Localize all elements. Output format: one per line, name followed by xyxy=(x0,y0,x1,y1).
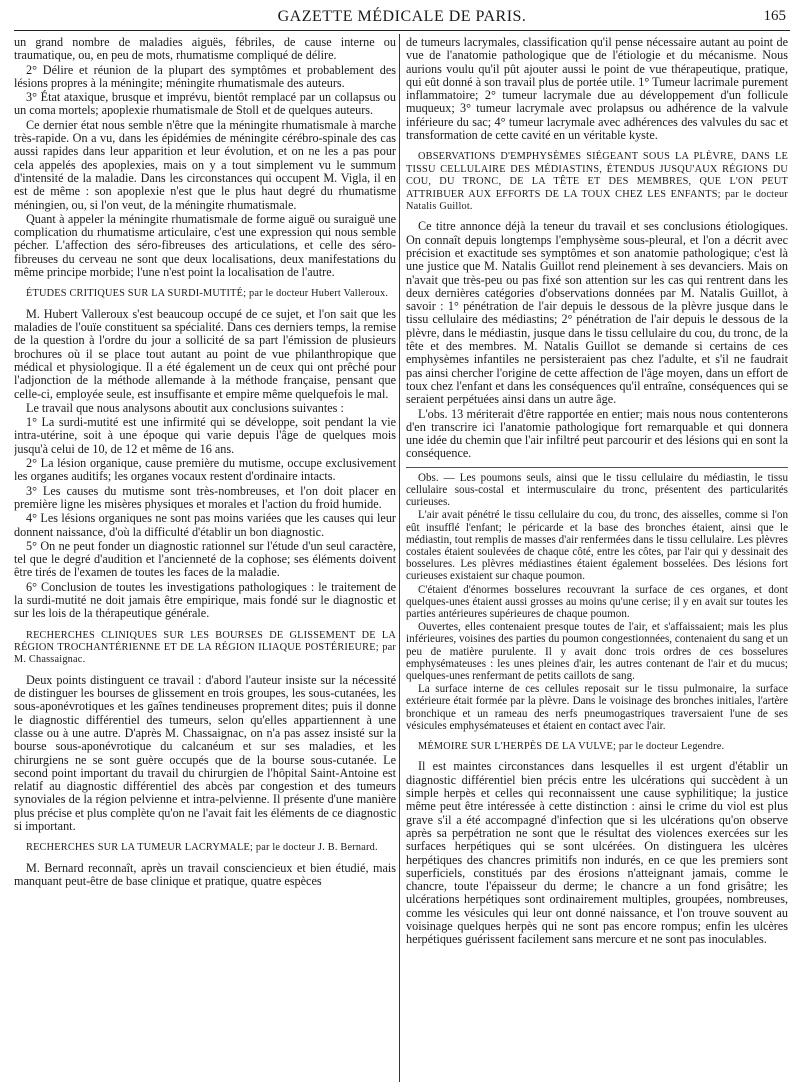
paragraph: de tumeurs lacrymales, classification qu'il pense nécessaire autant au point de vue de l'anatomie pathologique que de l'étiologie et du mécanisme. Nous aurions voulu qu'il pût ajouter aussi le point de vue thérapeutique, pratique, qui eût donné à son travail plus de portée utile. 1° Tumeur lacrimale purement inflammatoire; 2° tumeur lacrymale due au développement d'un follicule muqueux; 3° tumeur lacrymale avec prolapsus ou adhérence de la valvule inférieure du sac; 4° tumeur lacrymale avec adhérences des valvules du sac et transformation de cette cavité en un véritable kyste. xyxy=(406,36,788,143)
paragraph: M. Hubert Valleroux s'est beaucoup occupé de ce sujet, et l'on sait que les maladies de l'ouïe constituent sa spécialité. Dans ces derniers temps, la remise de la question à l'ordre du jour a sollicité de sa part l'émission de plusieurs brochures où il se place tout autant au point de vue philanthropique que médical et physiologique. Il a été également un de ceux qui ont prêché pour l'adjonction de la méthode allemande à la méthode française, pensant que celle-ci, employée seule, est insuffisante et empire même quelquefois le mal. xyxy=(14,306,396,401)
paragraph: 2° Délire et réunion de la plupart des symptômes et probablement des lésions propres à la méningite; méningite rhumatismale des auteurs. xyxy=(14,62,396,90)
section-author: ; par le docteur J. B. Bernard. xyxy=(250,842,378,854)
paragraph: 1° La surdi-mutité est une infirmité qui se développe, soit pendant la vie intra-utérine, soit à une époque qui varie depuis l'âge de quelques mois jusqu'à celui de 10, de 12 et même de 16 ans. xyxy=(14,415,396,456)
paragraph: 3° État ataxique, brusque et imprévu, bientôt remplacé par un collapsus ou un coma mortels; apoplexie rhumatismale de Stoll et de quelques auteurs. xyxy=(14,90,396,118)
paragraph: 2° La lésion organique, cause première du mutisme, occupe exclusivement les organes auditifs; les organes vocaux restent d'ordinaire intacts. xyxy=(14,456,396,484)
observation-excerpt xyxy=(406,472,788,732)
paragraph: L'obs. 13 mériterait d'être rapportée en entier; mais nous nous contenterons d'en transcrire ici l'anatomie pathologique fort remarquable et qui donnera une idée du chemin que l'air infiltré peut parcourir et des lésions qui en sont la conséquence. xyxy=(406,406,788,461)
separator-rule xyxy=(406,467,788,468)
section-title-text: ÉTUDES CRITIQUES SUR LA SURDI-MUTITÉ xyxy=(26,288,244,300)
right-column xyxy=(406,36,788,1082)
paragraph: 6° Conclusion de toutes les investigations pathologiques : le traitement de la surdi-mutité ne doit jamais être empirique, mais fondé sur le diagnostic et sur les lois de la thérapeutique générale. xyxy=(14,579,396,621)
section-author: ; par M. Chassaignac. xyxy=(14,641,396,666)
paragraph: Le travail que nous analysons aboutit aux conclusions suivantes : xyxy=(26,400,344,415)
paragraph: Ouvertes, elles contenaient presque toutes de l'air, et s'affaissaient; mais les plus inférieures, voisines des parties du poumon congestionnées, contenaient du sang et un peu de matière purulente. Il y avait donc trois ordres de ces bosselures emphysémateuses : les unes pleines d'air, les autres contenant de l'air et du mucus; quelques-unes renfermant de petits caillots de sang. xyxy=(406,621,788,682)
paragraph: 4° Les lésions organiques ne sont pas moins variées que les causes qui leur donnent naissance, d'où la difficulté d'établir un bon diagnostic. xyxy=(14,511,396,539)
paragraph: Quant à appeler la méningite rhumatismale de forme aiguë ou suraiguë une complication du rhumatisme articulaire, c'est une expression qui nous semble pécher. L'affection des séro-fibreuses des articulations, et celle des séro-fibreuses du cerveau ne sont que deux localisations, deux manifestations du même principe morbide; l'une n'est point la localisation de l'autre. xyxy=(14,211,396,280)
page-number: 165 xyxy=(763,8,786,24)
paragraph: Deux points distinguent ce travail : d'abord l'auteur insiste sur la nécessité de distinguer les bourses de glissement en trois groupes, les sous-cutanées, les sous-aponévrotiques et les gaînes tendineuses proprement dites; puis il donne le diagnostic différentiel des tumeurs, selon qu'elles appartiennent à une classe ou à une autre. D'après M. Chassaignac, on n'a pas assez insisté sur la bourse sous-aponévrotique du calcanéum et sur ses maladies, et les chirurgiens ne se sont guère occupés que de la bourse sous-cutanée. Le second point important du travail du chirurgien de l'hôpital Saint-Antoine est relatif au diagnostic différentiel des abcès par congestion et des tumeurs synoviales de la région pelvienne et intra-pelvienne. Il présente d'une manière plus précise et plus complète qu'on ne l'avait fait les éléments de ce diagnostic si important. xyxy=(14,672,396,834)
section-heading-bourses-glissement xyxy=(14,630,396,667)
paragraph: 3° Les causes du mutisme sont très-nombreuses, et l'on doit placer en première ligne les misères physiques et morales et l'action du froid humide. xyxy=(14,483,396,511)
section-title-text: RECHERCHES SUR LA TUMEUR LACRYMALE xyxy=(26,842,251,854)
section-title-text: OBSERVATIONS D'EMPHYSÈMES SIÉGEANT SOUS LA PLÈVRE, DANS LE TISSU CELLULAIRE DES MÉDIASTINS, ÉTENDUS JUSQU'AUX RÉGIONS DU COU, DU TRONC, DE LA TÊTE ET DES MEMBRES, QUE L'ON PEUT ATTRIBUER AUX EFFORTS DE LA TOUX CHEZ LES ENFANTS xyxy=(406,151,788,200)
paragraph: 5° On ne peut fonder un diagnostic rationnel sur l'étude d'un seul caractère, tel que le degré d'audition et l'ancienneté de la cophose; ses éléments doivent être tirés de l'examen de toutes les faces de la maladie. xyxy=(14,538,396,580)
paragraph: C'étaient d'énormes bosselures recouvrant la surface de ces organes, et dont quelques-unes étaient aussi grosses au moins qu'une cerise; il y en avait sur toutes les parties antérieures supérieures de chaque poumon. xyxy=(406,583,788,620)
section-title-text: RECHERCHES CLINIQUES SUR LES BOURSES DE GLISSEMENT DE LA RÉGION TROCHANTÉRIENNE ET DE LA RÉGION ILIAQUE POSTÉRIEURE xyxy=(14,629,396,653)
page-header xyxy=(14,4,790,31)
section-heading-surdi-mutite xyxy=(14,288,396,300)
paragraph: Il est maintes circonstances dans lesquelles il est urgent d'établir un diagnostic différentiel bien précis entre les ulcérations qui succèdent à un simple herpès et celles qui reconnaissent une cause syphilitique; la justice même peut être intéressée à cette distinction : ainsi le crime du viol est plus grave s'il a été accompagné d'infection que si les ulcérations qu'on observe après sa perpétration ne sont que le résultat des violences exercées sur les surfaces herpétiques qui se sont ulcérées. On distinguera les ulcères herpétiques des chancres primitifs non indurés, en ce que les premiers sont superficiels, constitués par des érosions n'atteignant jamais, comme le chancre, toute l'épaisseur du derme; le chancre a un fond grisâtre; les ulcérations herpétiques sont ordinairement multiples, groupées, nombreuses, comme les vésicules qui leur ont donné naissance, et l'on trouve souvent au voisinage quelques herpès qui ne sont pas encore rompus; enfin les ulcères herpétiques guérissent facilement sans mercure et ne sont pas inoculables. xyxy=(406,759,788,947)
section-heading-tumeur-lacrymale xyxy=(14,842,396,854)
section-author: ; par le docteur Natalis Guillot. xyxy=(406,188,788,212)
paragraph: La surface interne de ces cellules reposait sur le tissu pulmonaire, la surface extérieure était formée par la plèvre. Dans le voisinage des bronches initiales, l'artère bronchique et un rameau des nerfs pneumogastriques traversaient l'une de ses vésicules emphysémateuses et étaient en contact avec l'air. xyxy=(406,683,788,732)
paragraph: M. Bernard reconnaît, après un travail consciencieux et bien étudié, mais manquant peut-être de base clinique et pratique, quatre espèces xyxy=(14,860,396,889)
section-title-text: MÉMOIRE SUR L'HERPÈS DE LA VULVE xyxy=(418,741,614,753)
section-author: ; par le docteur Legendre. xyxy=(613,741,725,753)
paragraph: Ce dernier état nous semble n'être que la méningite rhumatismale à marche très-rapide. On a vu, dans les épidémies de méningite cérébro-spinale des cas aussi rapides dans leur apparition et leur évolution, et on ne les a pas pour cela appelés des apoplexies, mais on y a tout simplement vu le summum d'intensité de la maladie. Dans les circonstances qui occupent M. Vigla, il en est de même : son apoplexie n'est que le plus haut degré du rhumatisme méningien, ou, si l'on veut, de la méningite rhumatismale. xyxy=(14,117,396,212)
section-author: ; par le docteur Hubert Valleroux. xyxy=(243,288,389,300)
left-column xyxy=(14,36,396,1082)
section-heading-emphysemes xyxy=(406,151,788,213)
paragraph: Ce titre annonce déjà la teneur du travail et ses conclusions étiologiques. On connaît depuis longtemps l'emphysème sous-pleural, et l'on a décrit avec précision et exactitude ses symptômes et son anatomie pathologique; c'est là une justice que M. Natalis Guillot rend pleinement à ses devanciers. Mais on n'avait que très-peu ou pas fixé son attention sur les cas qui rentrent dans les deux dernières catégories d'observations données par M. Natalis Guillot, à savoir : 1° pénétration de l'air depuis le dessous de la plèvre jusque dans le tissu cellulaire des médiastins; 2° pénétration de l'air depuis le dessous de la plèvre, dans le médiastin, jusque dans le tissu cellulaire du cou, du tronc, de la tête et des membres. M. Natalis Guillot se demande si certains de ces emphysèmes infantiles ne persisteraient pas chez l'adulte, et s'il ne faudrait pas ainsi chercher l'origine de cette affection de l'âge moyen, dans un effort de toux chez l'enfant et dans les conséquences qu'il entraîne, conséquences qui se seraient perpétuées ainsi dans un autre âge. xyxy=(406,219,788,407)
column-divider xyxy=(399,34,400,1082)
paragraph: un grand nombre de maladies aiguës, fébriles, de cause interne ou traumatique, ou, en peu de mots, rhumatisme compliqué de délire. xyxy=(14,36,396,63)
journal-title: GAZETTE MÉDICALE DE PARIS. xyxy=(277,8,527,25)
paragraph: Obs. — Les poumons seuls, ainsi que le tissu cellulaire du médiastin, le tissu cellulaire sous-costal et intermusculaire du tronc, présentent des particularités curieuses. xyxy=(406,471,788,509)
section-heading-herpes-vulve xyxy=(406,741,788,753)
paragraph: L'air avait pénétré le tissu cellulaire du cou, du tronc, des aisselles, comme si l'on eût insufflé l'enfant; le péricarde et la base des bronches étaient, ainsi que le médiastin, tout remplis de masses d'air renfermées dans le tissu cellulaire. Les plèvres costales étaient soulevées de chaque côté, entre les côtes, par l'air qui y dessinait des bosselures. Les plèvres médiastines étaient également bosselées. Des lésions fort curieuses existaient sur chaque poumon. xyxy=(406,509,788,583)
